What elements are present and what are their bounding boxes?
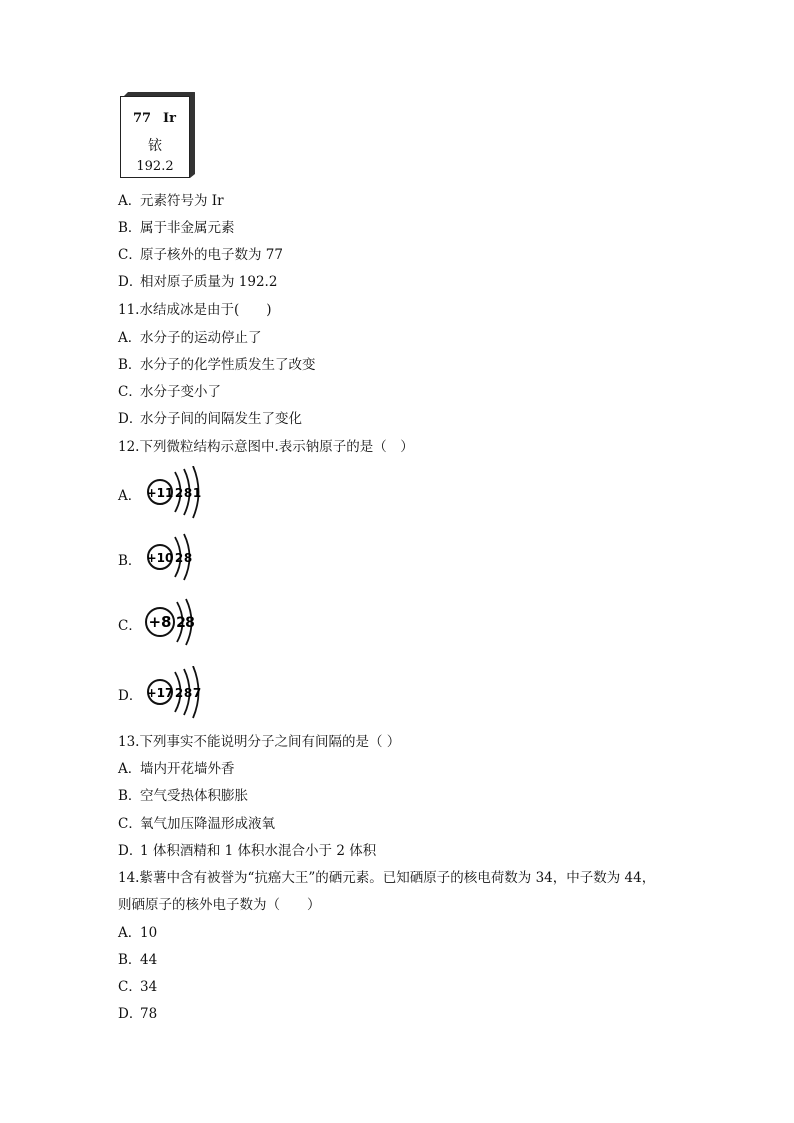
q14-option-b: B．44 <box>118 952 158 968</box>
q14-stem-line2: 则硒原子的核外电子数为（ ） <box>118 897 321 913</box>
q13-stem: 13.下列事实不能说明分子之间有间隔的是（ ） <box>118 734 401 750</box>
q10-option-b: B．属于非金属元素 <box>118 220 235 236</box>
atom-diagram <box>144 666 224 722</box>
q13-option-c: C．氧气加压降温形成液氧 <box>118 816 275 832</box>
q14-option-d: D．78 <box>118 1006 158 1022</box>
q12-stem: 12.下列微粒结构示意图中.表示钠原子的是（ ） <box>118 439 414 455</box>
atom-diagram <box>144 531 224 587</box>
shell-electron-count: 7 <box>192 686 202 700</box>
q11-option-a: A．水分子的运动停止了 <box>118 330 262 346</box>
q13-option-a: A．墙内开花墙外香 <box>118 761 235 777</box>
shell-electron-count: 8 <box>183 686 193 700</box>
option-letter: C． <box>118 618 142 634</box>
nucleus-charge: +10 <box>146 551 174 565</box>
q14-stem-line1: 14.紫薯中含有被誉为“抗癌大王”的硒元素。已知硒原子的核电荷数为 34，中子数为 44， <box>118 870 656 886</box>
atom-diagram <box>144 466 224 522</box>
nucleus-charge: +8 <box>148 613 172 631</box>
q11-stem: 11.水结成冰是由于( ) <box>118 302 272 318</box>
q14-option-c: C．34 <box>118 979 158 995</box>
q10-option-d: D．相对原子质量为 192.2 <box>118 274 278 290</box>
shell-electron-count: 8 <box>183 551 193 565</box>
option-letter: A． <box>118 488 142 504</box>
shell-electron-count: 8 <box>183 486 193 500</box>
shell-electron-count: 1 <box>192 486 202 500</box>
option-letter: B． <box>118 553 142 569</box>
nucleus-charge: +11 <box>146 486 174 500</box>
q14-option-a: A．10 <box>118 925 158 941</box>
atom-diagram <box>144 596 224 652</box>
element-name: 铱 <box>148 138 162 154</box>
q13-option-d: D．1 体积酒精和 1 体积水混合小于 2 体积 <box>118 843 377 859</box>
element-tile <box>120 96 190 178</box>
atomic-number: 77 <box>133 111 152 126</box>
q11-option-b: B．水分子的化学性质发生了改变 <box>118 357 316 373</box>
tile-shadow-right <box>190 92 195 178</box>
nucleus-charge: +17 <box>146 686 174 700</box>
q10-option-c: C．原子核外的电子数为 77 <box>118 247 283 263</box>
q10-option-a: A．元素符号为 Ir <box>118 193 224 209</box>
shell-electron-count: 8 <box>185 615 195 631</box>
shell-electron-count: 2 <box>176 615 186 631</box>
q13-option-b: B．空气受热体积膨胀 <box>118 788 248 804</box>
element-symbol: Ir <box>163 111 176 126</box>
shell-electron-count: 2 <box>174 551 184 565</box>
shell-electron-count: 2 <box>174 486 184 500</box>
q11-option-c: C．水分子变小了 <box>118 384 221 400</box>
shell-electron-count: 2 <box>174 686 184 700</box>
option-letter: D． <box>118 688 143 704</box>
q11-option-d: D．水分子间的间隔发生了变化 <box>118 411 302 427</box>
atomic-mass: 192.2 <box>136 159 174 174</box>
